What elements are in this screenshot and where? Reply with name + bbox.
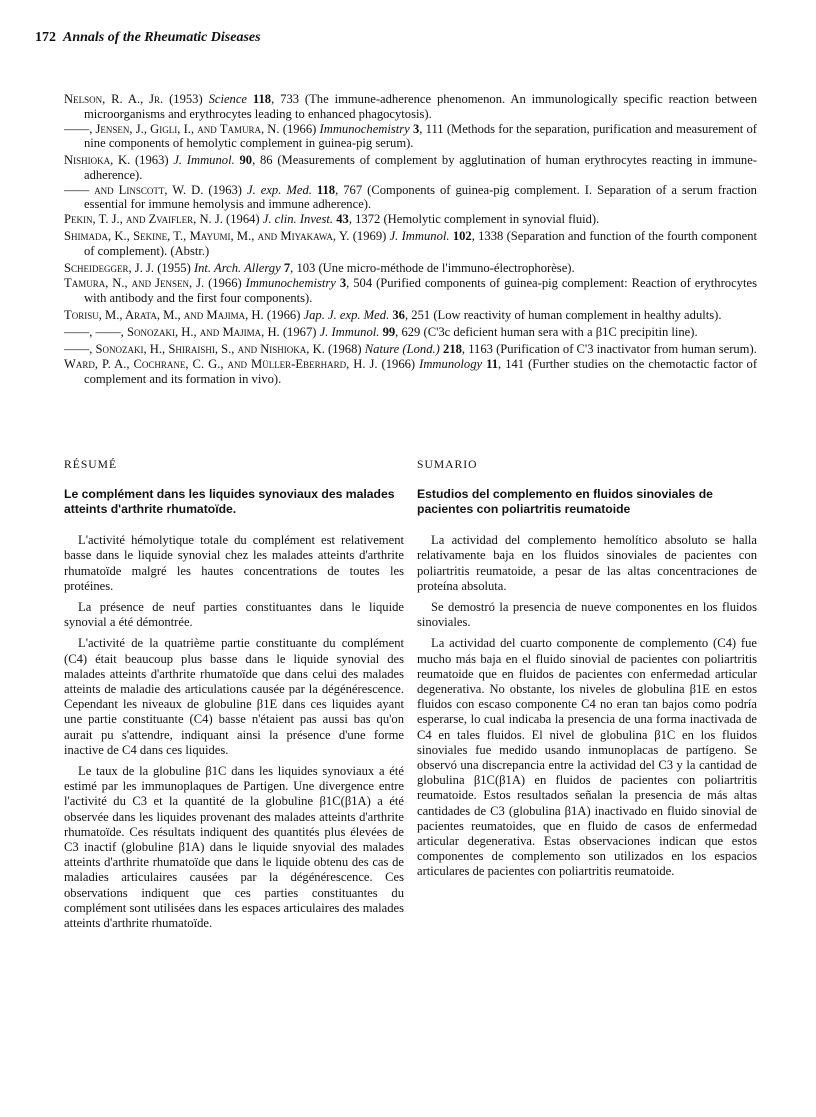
reference-journal: Science xyxy=(208,92,248,106)
reference-year: (1967) xyxy=(282,324,317,339)
reference-pages: 1372 xyxy=(355,212,381,227)
reference-item: Scheidegger, J. J. (1955) Int. Arch. Allergy 7, 103 (Une micro-méthode de l'immuno-électrophorèse). xyxy=(64,261,575,276)
reference-note: (The immune-adherence phenomenon. An immunologically specific reaction between microorganisms and erythrocytes leading to enhanced phagocytosis). xyxy=(84,92,757,121)
reference-pages: 767 xyxy=(343,182,363,197)
reference-journal: J. exp. Med. xyxy=(247,182,312,197)
page-header xyxy=(35,30,261,46)
reference-volume: 99 xyxy=(382,324,396,339)
reference-pages: 86 xyxy=(259,153,273,168)
reference-journal: J. Immunol. xyxy=(389,229,450,244)
sumario-paragraph: La actividad del cuarto componente de complemento (C4) fue mucho más baja en el fluido sinovial de pacientes con poliartritis reumatoide que en fluidos de pacientes con enfermedad articular degenerativa. No obstante, los niveles de globulina β1E en estos fluidos con escaso componente C4 no eran tan bajos como podría esperarse, lo cual indicaba la presencia de una forma inactivada de C4 en tales fluidos. El nivel de globulina β1C en los fluidos sinoviales fue medido usando inmunoplacas de partígeno. Se observó una discrepancia entre la actividad del C3 y la cantidad de globulina β1C(β1A) en fluidos de pacientes con poliartritis reumatoide. Estos resultados señalan la presencia de más altas cantidades de C3 (globulina β1A) inactivado en fluido sinovial de pacientes reumatoides, que en fluido de casos de enfermedad articular degenerativa. Estas observaciones indican que estos componentes de complemento son utilizados en los espacios articulares de pacientes con poliartritis reumatoide. xyxy=(417,636,757,879)
resume-paragraph: La présence de neuf parties constituantes dans le liquide synovial a été démontrée. xyxy=(64,600,404,630)
reference-authors: —— and Linscott, W. D. xyxy=(64,182,204,197)
reference-journal: Immunochemistry xyxy=(319,121,410,136)
reference-note: (Further studies on the chemotactic factor of complement and its formation in vivo). xyxy=(84,357,758,386)
reference-item: Nishioka, K. (1963) J. Immunol. 90, 86 (Measurements of complement by agglutination of human erythrocytes reacting in immune-adherence). xyxy=(64,153,757,182)
reference-authors: Ward, P. A., Cochrane, C. G., and Müller-Eberhard, H. J. xyxy=(64,357,378,372)
reference-journal: Jap. J. exp. Med. xyxy=(303,307,390,322)
reference-volume: 3 xyxy=(339,276,347,291)
reference-journal: J. Immunol. xyxy=(173,153,235,168)
reference-item: Ward, P. A., Cochrane, C. G., and Müller-Eberhard, H. J. (1966) Immunology 11, 141 (Further studies on the chemotactic factor of complement and its formation in vivo). xyxy=(64,357,758,386)
reference-journal: Nature (Lond.) xyxy=(364,341,440,356)
reference-authors: Nelson, R. A., Jr. xyxy=(64,92,164,106)
reference-pages: 1163 xyxy=(468,341,493,356)
reference-year: (1963) xyxy=(134,153,169,168)
reference-pages: 251 xyxy=(411,307,431,322)
reference-pages: 629 xyxy=(401,324,421,339)
reference-item: Shimada, K., Sekine, T., Mayumi, M., and Miyakawa, Y. (1969) J. Immunol. 102, 1338 (Separation and function of the fourth component of complement). (Abstr.) xyxy=(64,229,758,258)
journal-title: Annals of the Rheumatic Diseases xyxy=(63,30,261,45)
reference-pages: 103 xyxy=(296,261,316,276)
resume-title: Le complément dans les liquides synoviaux des malades atteints d'arthrite rhumatoïde. xyxy=(64,487,395,517)
reference-authors: Tamura, N., and Jensen, J. xyxy=(64,276,205,291)
reference-note: (Purification of C'3 inactivator from human serum). xyxy=(496,341,757,356)
reference-volume: 118 xyxy=(316,182,336,197)
reference-authors: ——, ——, Sonozaki, H., and Majima, H. xyxy=(64,324,280,339)
reference-authors: Nishioka, K. xyxy=(64,153,131,168)
reference-note: (C'3c deficient human sera with a β1C precipitin line). xyxy=(423,324,698,339)
sumario-heading: SUMARIO xyxy=(417,458,478,471)
resume-paragraph: Le taux de la globuline β1C dans les liquides synoviaux a été estimé par les immunoplaques de Partigen. Une divergence entre l'activité du C3 et la quantité de la globuline β1C(β1A) a été observée dans les liquides provenant des malades atteints d'arthrite rhumatoïde. Ces résultats indiquent des quantités plus élevées de C3 inactif (globuline β1A) dans le liquide snyovial des malades atteints d'arthrite rhumatoïde que dans le liquide obtenu des cas de maladies articulaires causées par la dégénérescence. Ces observations indiquent que ces parties constituantes du complément sont utilisées dans les espaces articulaires des malades atteints d'arthrite rhumatoïde. xyxy=(64,764,404,931)
reference-pages: 504 xyxy=(353,276,373,291)
reference-note: (Une micro-méthode de l'immuno-électrophorèse). xyxy=(318,261,575,276)
reference-list xyxy=(64,92,757,389)
reference-volume: 90 xyxy=(239,153,253,168)
reference-note: (Measurements of complement by agglutination of human erythrocytes reacting in immune-adherence). xyxy=(84,153,757,182)
reference-note: (Purified components of guinea-pig complement: Reaction of erythrocytes with antibody and the first four components). xyxy=(84,276,757,305)
reference-year: (1966) xyxy=(381,357,416,372)
sumario-column xyxy=(417,457,757,886)
reference-volume: 11 xyxy=(486,357,499,372)
reference-item: Torisu, M., Arata, M., and Majima, H. (1966) Jap. J. exp. Med. 36, 251 (Low reactivity of human complement in healthy adults). xyxy=(64,307,722,322)
reference-year: (1953) xyxy=(169,92,203,106)
reference-year: (1955) xyxy=(157,261,191,276)
reference-volume: 43 xyxy=(336,212,349,227)
reference-authors: Torisu, M., Arata, M., and Majima, H. xyxy=(64,307,264,322)
reference-pages: 141 xyxy=(505,357,525,372)
reference-year: (1963) xyxy=(208,182,242,197)
reference-note: (Components of guinea-pig complement. I. Separation of a serum fraction essential for immune hemolysis and immune adherence). xyxy=(84,182,757,212)
resume-paragraph: L'activité de la quatrième partie constituante du complément (C4) était beaucoup plus basse dans le liquide synovial des malades atteints d'arthrite rhumatoïde que dans celui des malades atteints de maladie des articulations causée par la dégénérescence. Cependant les niveaux de globuline β1E dans ces liquides ayant une partie constituante (C4) basse n'étaient pas aussi bas qu'on aurait pu s'attendre, indiquant ainsi la présence d'une forme inactive de C4 dans ces liquides. xyxy=(64,636,404,757)
reference-volume: 118 xyxy=(252,92,272,106)
sumario-paragraph: Se demostró la presencia de nueve componentes en los fluidos sinoviales. xyxy=(417,600,757,630)
sumario-paragraph: La actividad del complemento hemolítico absoluto se halla relativamente baja en los fluidos sinoviales de pacientes con poliartritis reumatoide, a pesar de las altas concentraciones de proteína absoluta. xyxy=(417,533,757,593)
reference-pages: 1338 xyxy=(478,229,504,244)
reference-note: (Methods for the separation, purification and measurement of nine components of hemolytic complement in guinea-pig serum). xyxy=(84,121,757,151)
reference-volume: 3 xyxy=(412,121,420,136)
resume-paragraph: L'activité hémolytique totale du complément est relativement basse dans le liquide synovial chez les malades atteints d'arthrite rhumatoïde malgré les hautes concentrations de toutes les protéines. xyxy=(64,533,404,593)
reference-pages: 733 xyxy=(280,92,300,106)
reference-note: (Hemolytic complement in synovial fluid). xyxy=(383,212,600,227)
reference-item: Pekin, T. J., and Zvaifler, N. J. (1964) J. clin. Invest. 43, 1372 (Hemolytic complement in synovial fluid). xyxy=(64,212,600,227)
reference-item: Tamura, N., and Jensen, J. (1966) Immunochemistry 3, 504 (Purified components of guinea-pig complement: Reaction of erythrocytes with antibody and the first four components). xyxy=(64,276,757,305)
page-number: 172 xyxy=(35,30,56,45)
reference-authors: Scheidegger, J. J. xyxy=(64,261,155,276)
reference-year: (1964) xyxy=(226,212,260,227)
reference-item: ——, Sonozaki, H., Shiraishi, S., and Nishioka, K. (1968) Nature (Lond.) 218, 1163 (Purification of C'3 inactivator from human serum). xyxy=(64,341,757,356)
reference-item: Nelson, R. A., Jr. (1953) Science 118, 733 (The immune-adherence phenomenon. An immunologically specific reaction between microorganisms and erythrocytes leading to enhanced phagocytosis). xyxy=(64,92,757,121)
reference-item: —— and Linscott, W. D. (1963) J. exp. Med. 118, 767 (Components of guinea-pig complement. I. Separation of a serum fraction essential for immune hemolysis and immune adherence). xyxy=(64,182,757,212)
reference-journal: Immunology xyxy=(419,357,483,372)
reference-item: ——, ——, Sonozaki, H., and Majima, H. (1967) J. Immunol. 99, 629 (C'3c deficient human sera with a β1C precipitin line). xyxy=(64,324,698,339)
reference-volume: 218 xyxy=(443,341,462,356)
reference-volume: 102 xyxy=(452,229,472,244)
reference-year: (1968) xyxy=(328,341,362,356)
reference-journal: J. Immunol. xyxy=(319,324,380,339)
reference-pages: 111 xyxy=(425,121,444,136)
resume-heading: RÉSUMÉ xyxy=(64,458,118,471)
reference-journal: Immunochemistry xyxy=(245,276,336,291)
reference-note: (Low reactivity of human complement in healthy adults). xyxy=(433,307,722,322)
reference-item: ——, Jensen, J., Gigli, I., and Tamura, N. (1966) Immunochemistry 3, 111 (Methods for the separation, purification and measurement of nine components of hemolytic complement in guinea-pig serum). xyxy=(64,121,757,151)
reference-year: (1966) xyxy=(208,276,242,291)
reference-year: (1966) xyxy=(266,307,301,322)
reference-journal: Int. Arch. Allergy xyxy=(193,261,281,276)
reference-authors: ——, Jensen, J., Gigli, I., and Tamura, N. xyxy=(64,121,280,136)
reference-volume: 7 xyxy=(283,261,291,276)
reference-year: (1969) xyxy=(352,229,387,244)
reference-authors: Pekin, T. J., and Zvaifler, N. J. xyxy=(64,212,223,227)
reference-journal: J. clin. Invest. xyxy=(262,212,334,227)
sumario-title: Estudios del complemento en fluidos sinoviales de pacientes con poliartritis reumatoide xyxy=(417,487,713,517)
reference-authors: Shimada, K., Sekine, T., Mayumi, M., and Miyakawa, Y. xyxy=(64,229,350,244)
reference-volume: 36 xyxy=(392,307,405,322)
reference-year: (1966) xyxy=(282,121,317,136)
reference-authors: ——, Sonozaki, H., Shiraishi, S., and Nishioka, K. xyxy=(64,341,325,356)
resume-column xyxy=(64,457,404,937)
reference-note: (Separation and function of the fourth component of complement). (Abstr.) xyxy=(84,229,758,258)
